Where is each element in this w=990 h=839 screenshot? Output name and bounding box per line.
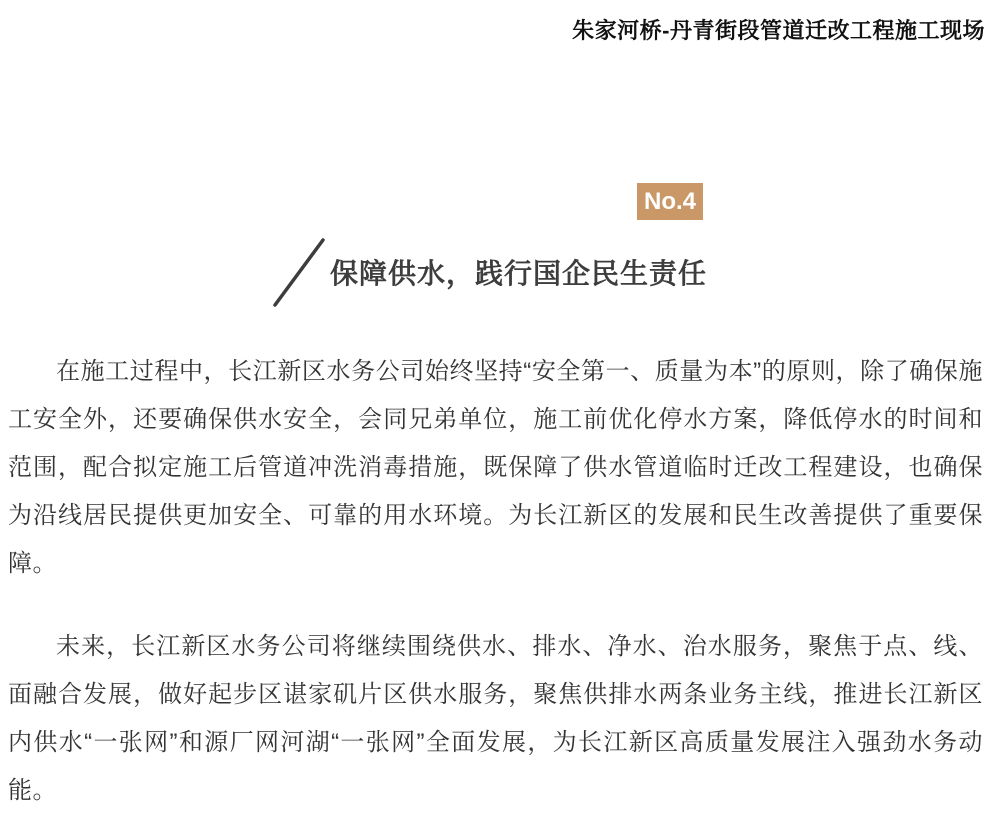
photo-caption: 朱家河桥-丹青街段管道迁改工程施工现场 [572,18,985,43]
paragraph: 在施工过程中，长江新区水务公司始终坚持“安全第一、质量为本”的原则，除了确保施工安全外，还要确保供水安全，会同兄弟单位，施工前优化停水方案，降低停水的时间和范围，配合拟定施工后管道冲洗消毒措施，既保障了供水管道临时迁改工程建设，也确保为沿线居民提供更加安全、可靠的用水环境。为长江新区的发展和民生改善提供了重要保障。 [8,358,983,577]
section-title: 保障供水，践行国企民生责任 [330,258,708,289]
paragraph: 未来，长江新区水务公司将继续围绕供水、排水、净水、治水服务，聚焦于点、线、面融合发展，做好起步区谌家矶片区供水服务，聚焦供排水两条业务主线，推进长江新区内供水“一张网”和源厂网河湖“一张网”全面发展，为长江新区高质量发展注入强劲水务动能。 [8,633,983,804]
diagonal-slash-icon [270,234,328,310]
section-number-badge: No.4 [637,183,703,220]
article-body [8,348,983,839]
